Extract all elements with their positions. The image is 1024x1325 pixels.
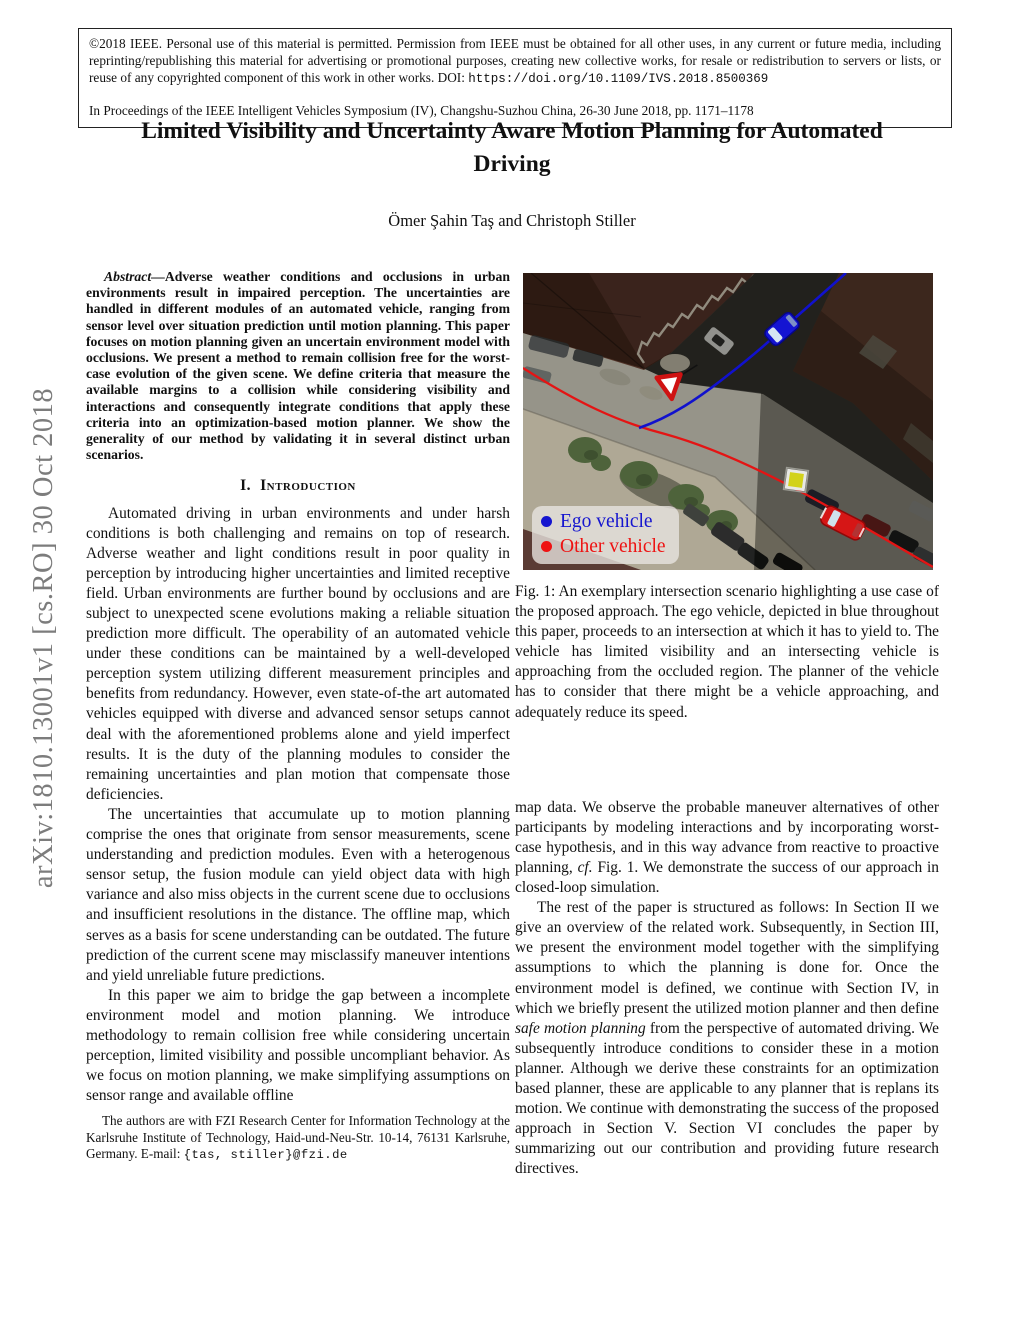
- copyright-box: [78, 28, 952, 128]
- intro-paragraph-2: The uncertainties that accumulate up to motion planning comprise the ones that originate from sensor measurements, scene understanding and prediction modules. Even with a heterogenous sensor setup, the fusion module can yield object data with high variance and also miss objects in the current scene due to occlusions and insufficient resolutions in the distance. The offline map, which serves as a basis for scene understanding can be outdated. The future prediction of the current scene may misclassify maneuver intentions and yield unreliable future predictions.: [86, 805, 510, 984]
- figure-1-caption: Fig. 1: An exemplary intersection scenario highlighting a use case of the proposed approach. The ego vehicle, depicted in blue throughout this paper, proceeds to an intersection at which it has to yield to. The vehicle has limited visibility and an intersecting vehicle is approaching from the occluded region. The planner of the vehicle has to consider that there might be a vehicle approaching, and adequately reduce its speed.: [515, 583, 939, 721]
- abstract-label: Abstract—: [104, 269, 165, 284]
- intro-paragraph-3: In this paper we aim to bridge the gap between a incomplete environment model and motion planning. We introduce methodology to remain collision free while considering uncertain perception, limited visibility and possible uncompliant behavior. As we focus on motion planning, we make simplifying assumptions on sensor range and available offline: [86, 986, 510, 1105]
- footnote-text: The authors are with FZI Research Center for Information Technology at the Karlsruhe Institute of Technology, Haid-und-Neu-Str. 10-14, 76131 Karlsruhe, Germany. E-mail:: [86, 1113, 510, 1162]
- right-column: [515, 273, 939, 1179]
- column-gap: [515, 723, 939, 798]
- paper-title: Limited Visibility and Uncertainty Aware Motion Planning for Automated Driving: [141, 118, 883, 177]
- author-footnote: [86, 1113, 510, 1163]
- footnote-email: {tas, stiller}@fzi.de: [183, 1148, 348, 1163]
- legend-ego-dot-icon: [541, 516, 552, 527]
- safe-motion-planning-italic: safe motion planning: [515, 1019, 646, 1037]
- cf-italic: cf.: [577, 858, 593, 876]
- priority-sign-icon: [784, 468, 809, 493]
- arxiv-watermark: arXiv:1810.13001v1 [cs.RO] 30 Oct 2018: [28, 387, 59, 889]
- continued-paragraph-text: map data. We observe the probable maneuver alternatives of other participants by modeling interactions and by incorporating worst-case hypothesis, and in this way advance from reactive to proactive planning,: [515, 798, 939, 876]
- legend-item-ego: [541, 509, 666, 534]
- copyright-text: [89, 35, 941, 89]
- structure-paragraph-text-2: from the perspective of automated driving. We subsequently introduce conditions to consider these in a motion planner. Although we derive these constraints for an optimization based planner, these are applicable to any planner that is replans its motion. We continue with demonstrating the success of the proposed approach in Section V. Section VI concludes the paper by summarizing out our contribution and providing future research directives.: [515, 1019, 939, 1178]
- figure-1: [523, 273, 933, 570]
- continued-paragraph: [515, 798, 939, 898]
- left-column: [86, 269, 510, 1177]
- abstract-text: Adverse weather conditions and occlusions in urban environments result in impaired perception. The uncertainties are handled in different modules of an automated vehicle, ranging from sensor level over situation prediction until motion planning. This paper focuses on motion planning given an uncertain environment model with occlusions. We present a method to remain collision free for the worst-case evolution of the given scene. We define criteria that measure the available margins to a collision while considering visibility and interactions and consequently integrate conditions that apply these criteria into an optimization-based motion planner. We show the generality of our method by validating it in several distinct urban scenarios.: [86, 269, 510, 463]
- intro-paragraph-1: Automated driving in urban environments and under harsh conditions is both challenging and remains on top of research. Adverse weather and light conditions result in poor quality in perception by introducing higher uncertainties and limited receptive field. Urban environments are further bound by occlusions and are subject to unexpected scene evolutions making a reliable situation prediction more difficult. The operability of an automated vehicle under these conditions can be maintained by a well-developed perception system utilizing different measurement principles and benefits from redundancy. However, even state-of-the art automated vehicles equipped with diverse and advanced sensor setups cannot deal with the aforementioned problems alone and yield imperfect results. It is the duty of the planning modules to consider the remaining uncertainties and plan motion that compensate those deficiencies.: [86, 504, 510, 803]
- legend-ego-label: Ego vehicle: [560, 511, 653, 532]
- structure-paragraph: [515, 898, 939, 1179]
- figure-legend: [532, 506, 679, 564]
- abstract: [86, 269, 510, 463]
- proceedings-text: In Proceedings of the IEEE Intelligent Vehicles Symposium (IV), Changshu-Suzhou China, 26-30 June 2018, pp. 1171–1178: [89, 102, 754, 118]
- section-number: I.: [240, 477, 252, 495]
- copyright-body: ©2018 IEEE. Personal use of this material is permitted. Permission from IEEE must be obtained for all other uses, in any current or future media, including reprinting/republishing this material for advertising or promotional purposes, creating new collective works, for resale or redistribution to servers or lists, or reuse of any copyrighted component of this work in other works. DOI:: [89, 36, 941, 86]
- paper-authors: Ömer Şahin Taş and Christoph Stiller: [388, 211, 636, 230]
- legend-other-dot-icon: [541, 541, 552, 552]
- section-name: Introduction: [260, 477, 356, 495]
- doi-link[interactable]: https://doi.org/10.1109/IVS.2018.8500369: [468, 72, 769, 87]
- structure-paragraph-text: The rest of the paper is structured as follows: In Section II we give an overview of the related work. Subsequently, in Section III, we present the environment model together with the simplifying assumptions to which the planning is done for. Once the environment model is defined, we continue with Section IV, in which we briefly present the utilized motion planner and then define: [515, 899, 939, 1017]
- legend-other-label: Other vehicle: [560, 536, 666, 557]
- legend-item-other: [541, 534, 666, 559]
- continued-paragraph-text-2: Fig. 1. We demonstrate the success of our approach in closed-loop simulation.: [515, 858, 939, 897]
- section-heading-introduction: [86, 476, 510, 496]
